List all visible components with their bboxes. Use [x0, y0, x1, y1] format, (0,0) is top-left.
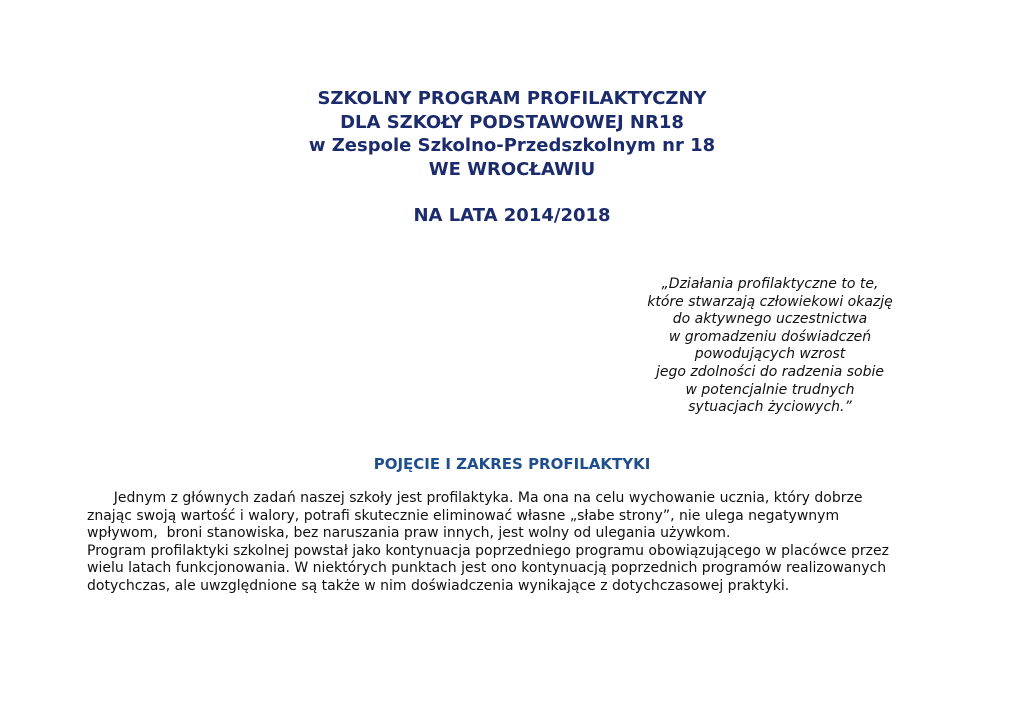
title-years: NA LATA 2014/2018: [413, 205, 611, 226]
motto-line: w potencjalnie trudnych: [685, 381, 855, 398]
section-heading: POJĘCIE I ZAKRES PROFILAKTYKI: [373, 455, 651, 473]
body-line: wielu latach funkcjonowania. W niektórych punktach jest ono kontynuacją poprzednich programów realizowanych: [87, 560, 887, 576]
motto-line: jego zdolności do radzenia sobie: [656, 363, 884, 380]
title-line-1: SZKOLNY PROGRAM PROFILAKTYCZNY: [317, 88, 707, 109]
title-line-4: WE WROCŁAWIU: [428, 158, 596, 180]
body-paragraph: [87, 490, 937, 595]
motto-line: do aktywnego uczestnictwa: [672, 311, 868, 328]
motto-line: sytuacjach życiowych.”: [688, 399, 852, 416]
motto-line: „Działania profilaktyczne to te,: [661, 276, 879, 292]
body-line: Program profilaktyki szkolnej powstał jako kontynuacja poprzedniego programu obowiązującego w placówce przez: [87, 542, 889, 559]
body-line: znając swoją wartość i walory, potrafi skutecznie eliminować własne „słabe strony”, nie ulega negatywnym: [87, 507, 840, 524]
motto-quote: [620, 276, 920, 417]
title-line-2: DLA SZKOŁY PODSTAWOWEJ NR18: [340, 111, 684, 133]
body-line: dotychczas, ale uwzględnione są także w nim doświadczenia wynikające z dotychczasowej praktyki.: [87, 577, 790, 594]
motto-line: które stwarzają człowiekowi okazję: [647, 293, 893, 310]
motto-line: w gromadzeniu doświadczeń: [668, 328, 872, 345]
document-title: [0, 87, 1024, 228]
body-line: wpływom, broni stanowiska, bez naruszania praw innych, jest wolny od ulegania używkom.: [87, 525, 731, 541]
title-line-3: w Zespole Szkolno-Przedszkolnym nr 18: [308, 135, 716, 156]
motto-line: powodujących wzrost: [694, 346, 846, 363]
body-line: Jednym z głównych zadań naszej szkoły jest profilaktyka. Ma ona na celu wychowanie ucznia, który dobrze: [87, 490, 863, 506]
